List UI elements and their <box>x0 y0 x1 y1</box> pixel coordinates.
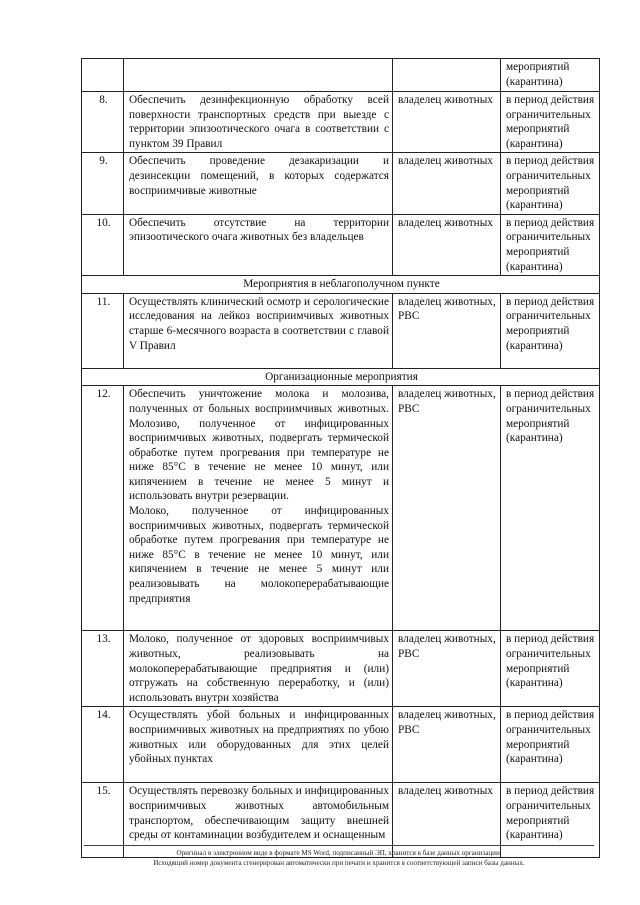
execution-period: мероприятий (карантина) <box>501 59 600 92</box>
section-title: Мероприятия в неблагополучном пункте <box>82 276 600 294</box>
execution-period: в период действия ограничительных мероприятий (карантина) <box>501 293 600 368</box>
execution-period: в период действия ограничительных мероприятий (карантина) <box>501 92 600 153</box>
measure-description <box>124 153 393 214</box>
responsible-party: владелец животных, РВС <box>393 293 501 368</box>
table-row <box>82 92 600 153</box>
execution-period: в период действия ограничительных мероприятий (карантина) <box>501 214 600 275</box>
row-number: 10. <box>82 214 124 275</box>
measure-description <box>124 386 393 631</box>
row-number <box>82 59 124 92</box>
execution-period: в период действия ограничительных мероприятий (карантина) <box>501 707 600 783</box>
row-number: 15. <box>82 783 124 858</box>
section-header-row <box>82 276 600 294</box>
measure-description <box>124 214 393 275</box>
measure-paragraph: Обеспечить уничтожение молока и молозива, полученных от больных восприимчивых животных. Молозиво, полученное от инфицированных восприимчивых животных, подвергать термической обработке путем прогревания при температуре не ниже 85°С в течение не менее 10 минут, или кипячением в течение не менее 5 минут и использовать внутри резервации. <box>129 388 389 503</box>
row-number: 8. <box>82 92 124 153</box>
row-number: 13. <box>82 631 124 707</box>
measure-description <box>124 631 393 707</box>
table-row <box>82 707 600 783</box>
measure-paragraph: Обеспечить отсутствие на территории эпизоотического очага животных без владельцев <box>129 216 389 244</box>
table-row <box>82 153 600 214</box>
responsible-party: владелец животных, РВС <box>393 386 501 631</box>
measure-paragraph: Молоко, полученное от здоровых восприимчивых животных, реализовывать на молокоперерабатывающие предприятия и (или) отгружать на собственную переработку, и (или) использовать внутри хозяйства <box>129 633 389 704</box>
measure-description <box>124 707 393 783</box>
row-number: 14. <box>82 707 124 783</box>
measure-paragraph: Обеспечить дезинфекционную обработку всей поверхности транспортных средств при выезде с территории эпизоотического очага в соответствии с пунктом 39 Правил <box>129 94 389 150</box>
measure-paragraph: Осуществлять убой больных и инфицированных восприимчивых животных на предприятиях по убою животных или оборудованных для этих целей убойных пунктах <box>129 709 389 766</box>
document-footer <box>84 845 594 868</box>
table-row <box>82 293 600 368</box>
responsible-party: владелец животных <box>393 214 501 275</box>
table-row <box>82 214 600 275</box>
section-header-row <box>82 368 600 386</box>
responsible-party: владелец животных <box>393 92 501 153</box>
execution-period: в период действия ограничительных мероприятий (карантина) <box>501 386 600 631</box>
measure-description <box>124 59 393 92</box>
table-row <box>82 59 600 92</box>
measure-paragraph: Осуществлять клинический осмотр и серологические исследования на лейкоз восприимчивых животных старше 6-месячного возраста в соответствии с главой V Правил <box>129 295 389 352</box>
measure-paragraph: Молоко, полученное от инфицированных восприимчивых животных, подвергать термической обработке путем прогревания при температуре не ниже 85°С в течение не менее 10 минут, или кипячением в течение не менее 5 минут или реализовывать на молокоперерабатывающие предприятия <box>129 505 389 605</box>
responsible-party: владелец животных <box>393 153 501 214</box>
row-number: 12. <box>82 386 124 631</box>
table-row <box>82 631 600 707</box>
responsible-party: владелец животных, РВС <box>393 707 501 783</box>
execution-period: в период действия ограничительных мероприятий (карантина) <box>501 153 600 214</box>
row-number: 9. <box>82 153 124 214</box>
measures-table <box>81 58 600 858</box>
measure-description <box>124 92 393 153</box>
execution-period: в период действия ограничительных мероприятий (карантина) <box>501 783 600 858</box>
measure-paragraph: Обеспечить проведение дезакаризации и дезинсекции помещений, в которых содержатся восприимчивые животные <box>129 155 389 197</box>
responsible-party: владелец животных <box>393 783 501 858</box>
footer-line-2: Исходящий номер документа сгенерирован автоматически при печати и хранится в соответствующей записи базы данных. <box>153 859 525 867</box>
section-title: Организационные мероприятия <box>82 368 600 386</box>
row-number: 11. <box>82 293 124 368</box>
measures-table-body <box>82 59 600 858</box>
measure-paragraph: Осуществлять перевозку больных и инфицированных восприимчивых животных автомобильным транспортом, обеспечивающим защиту внешней среды от контаминации возбудителем и оснащенным <box>129 785 389 842</box>
table-row <box>82 386 600 631</box>
execution-period: в период действия ограничительных мероприятий (карантина) <box>501 631 600 707</box>
measure-description <box>124 293 393 368</box>
responsible-party: владелец животных, РВС <box>393 631 501 707</box>
responsible-party <box>393 59 501 92</box>
footer-line-1: Оригинал в электронном виде в формате MS Word, подписанный ЭП, хранится в базе данных организации. <box>176 849 502 857</box>
